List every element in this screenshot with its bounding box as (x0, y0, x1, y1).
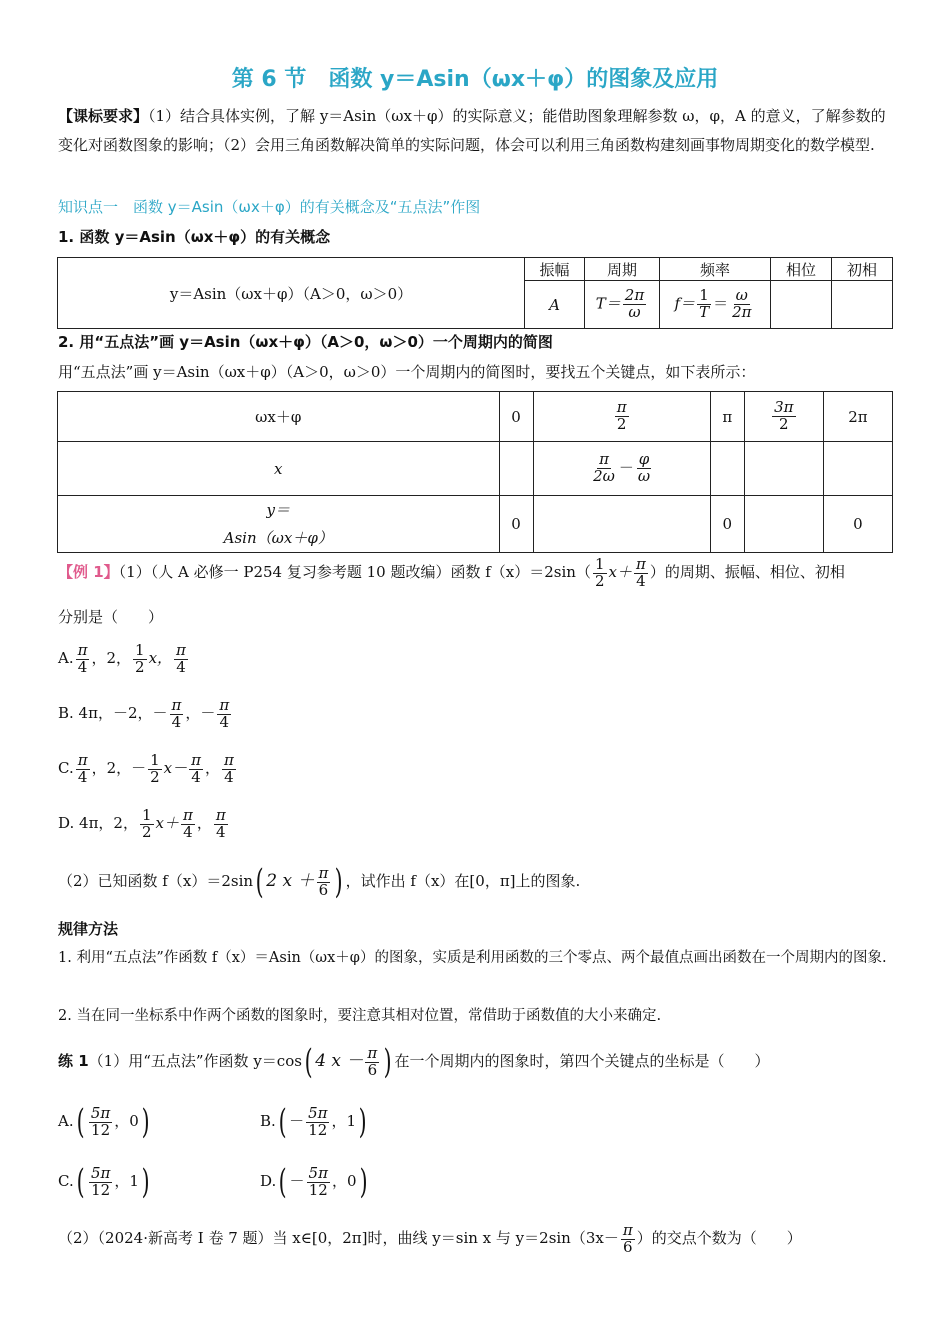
cell-y-0: 0 (499, 496, 533, 553)
practice-option-a[interactable]: A.( $\frac{5\pi}{12}$ ，0) (58, 1102, 150, 1142)
cell-x-3 (744, 442, 823, 496)
row-phase-label: ωx＋φ (58, 392, 500, 442)
section-2-title: 2. 用“五点法”画 y＝Asin（ωx＋φ）（A＞0，ω＞0）一个周期内的简图 (58, 333, 553, 351)
curriculum-requirement (58, 102, 893, 160)
header-amplitude: 振幅 (525, 258, 585, 281)
cell-phase-pi-2: $\frac{\pi}{2}$ (533, 392, 710, 442)
header-initial-phase: 初相 (832, 258, 893, 281)
requirement-label: 【课标要求】 (58, 107, 149, 125)
cell-y-1 (533, 496, 710, 553)
practice-1-question-1: 练 1（1）用“五点法”作函数 y＝cos( 4 x － $\frac{\pi}{6}$ ) 在一个周期内的图象时，第四个关键点的坐标是（ ） (58, 1042, 770, 1082)
section-1-title: 1. 函数 y＝Asin（ωx＋φ）的有关概念 (58, 228, 331, 246)
cell-x-4 (823, 442, 892, 496)
rule-2: 2. 当在同一坐标系中作两个函数的图象时，要注意其相对位置，常借助于函数值的大小来确定. (58, 1008, 662, 1024)
phase-value (771, 281, 832, 329)
requirement-text: （1）结合具体实例，了解 y＝Asin（ωx＋φ）的实际意义；能借助图象理解参数 ω，φ，A 的意义，了解参数的变化对函数图象的影响；（2）会用三角函数解决简单的实际问题，体会可以利用三角函数构建刻画事物周期变化的数学模型. (58, 107, 886, 154)
amplitude-value: A (525, 281, 585, 329)
example-1-question-1: 【例 1】（1）（人 A 必修一 P254 复习参考题 10 题改编）函数 f（x）＝2sin（ $\frac{1}{2}$ x＋ $\frac{\pi}{4}$ ）的周期、振幅、相位、初相 (58, 554, 845, 590)
cell-y-4: 0 (823, 496, 892, 553)
section-2-text: 用“五点法”画 y＝Asin（ωx＋φ）（A＞0，ω＞0）一个周期内的简图时，要找五个关键点，如下表所示： (58, 363, 756, 381)
cell-x-1: $\frac{\pi}{2\omega}$ － $\frac{\varphi}{\omega}$ (533, 442, 710, 496)
option-a[interactable]: A. $\frac{\pi}{4}$ ，2， $\frac{1}{2}$ x， $\frac{\pi}{4}$ (58, 640, 186, 676)
option-c[interactable]: C. $\frac{\pi}{4}$ ，2，－ $\frac{1}{2}$ x－ $\frac{\pi}{4}$ ， $\frac{\pi}{4}$ (58, 750, 234, 786)
cell-x-0 (499, 442, 533, 496)
cell-y-3 (744, 496, 823, 553)
period-value: T＝ $\frac{2\pi}{\omega}$ (585, 281, 660, 329)
option-d[interactable]: D. 4π，2， $\frac{1}{2}$ x＋ $\frac{\pi}{4}$ ， $\frac{\pi}{4}$ (58, 805, 226, 841)
row-x-label: x (58, 442, 500, 496)
concept-table-formula: y＝Asin（ωx＋φ）（A＞0，ω＞0） (58, 258, 525, 329)
concept-table (57, 257, 893, 329)
cell-phase-0: 0 (499, 392, 533, 442)
header-frequency: 频率 (660, 258, 771, 281)
practice-1-label: 练 1 (58, 1052, 89, 1070)
example-1-question-1-cont: 分别是（ ） (58, 608, 164, 626)
practice-option-c[interactable]: C.( $\frac{5\pi}{12}$ ，1) (58, 1162, 150, 1202)
rules-title: 规律方法 (58, 920, 119, 938)
header-period: 周期 (585, 258, 660, 281)
row-y-label: y＝ Asin（ωx＋φ） (58, 496, 500, 553)
rule-1: 1. 利用“五点法”作函数 f（x）＝Asin（ωx＋φ）的图象，实质是利用函数的三个零点、两个最值点画出函数在一个周期内的图象. (58, 950, 887, 966)
cell-phase-2pi: 2π (823, 392, 892, 442)
example-1-label: 【例 1】 (58, 563, 119, 581)
cell-x-2 (710, 442, 744, 496)
cell-phase-3pi-2: $\frac{3\pi}{2}$ (744, 392, 823, 442)
frequency-value: f＝ $\frac{1}{T}$ ＝ $\frac{\omega}{2\pi}$ (660, 281, 771, 329)
five-point-table (57, 391, 893, 553)
practice-option-b[interactable]: B.( － $\frac{5\pi}{12}$ ，1) (260, 1102, 367, 1142)
knowledge-point-heading: 知识点一 函数 y＝Asin（ωx＋φ）的有关概念及“五点法”作图 (58, 198, 481, 216)
initial-phase-value (832, 281, 893, 329)
cell-phase-pi: π (710, 392, 744, 442)
header-phase: 相位 (771, 258, 832, 281)
example-1-question-2: （2）已知函数 f（x）＝2sin( 2 x ＋ $\frac{\pi}{6}$ ) ，试作出 f（x）在[0，π]上的图象. (58, 862, 581, 902)
practice-option-d[interactable]: D.( － $\frac{5\pi}{12}$ ，0) (260, 1162, 368, 1202)
cell-y-2: 0 (710, 496, 744, 553)
page-title: 第 6 节 函数 y＝Asin（ωx＋φ）的图象及应用 (231, 67, 719, 92)
option-b[interactable]: B. 4π，－2，－ $\frac{\pi}{4}$ ，－ $\frac{\pi}{4}$ (58, 695, 230, 731)
practice-1-question-2: （2）（2024·新高考 Ⅰ 卷 7 题）当 x∈[0，2π]时，曲线 y＝sin x 与 y＝2sin（3x－ $\frac{\pi}{6}$ ）的交点个数为（ ） (58, 1220, 802, 1256)
